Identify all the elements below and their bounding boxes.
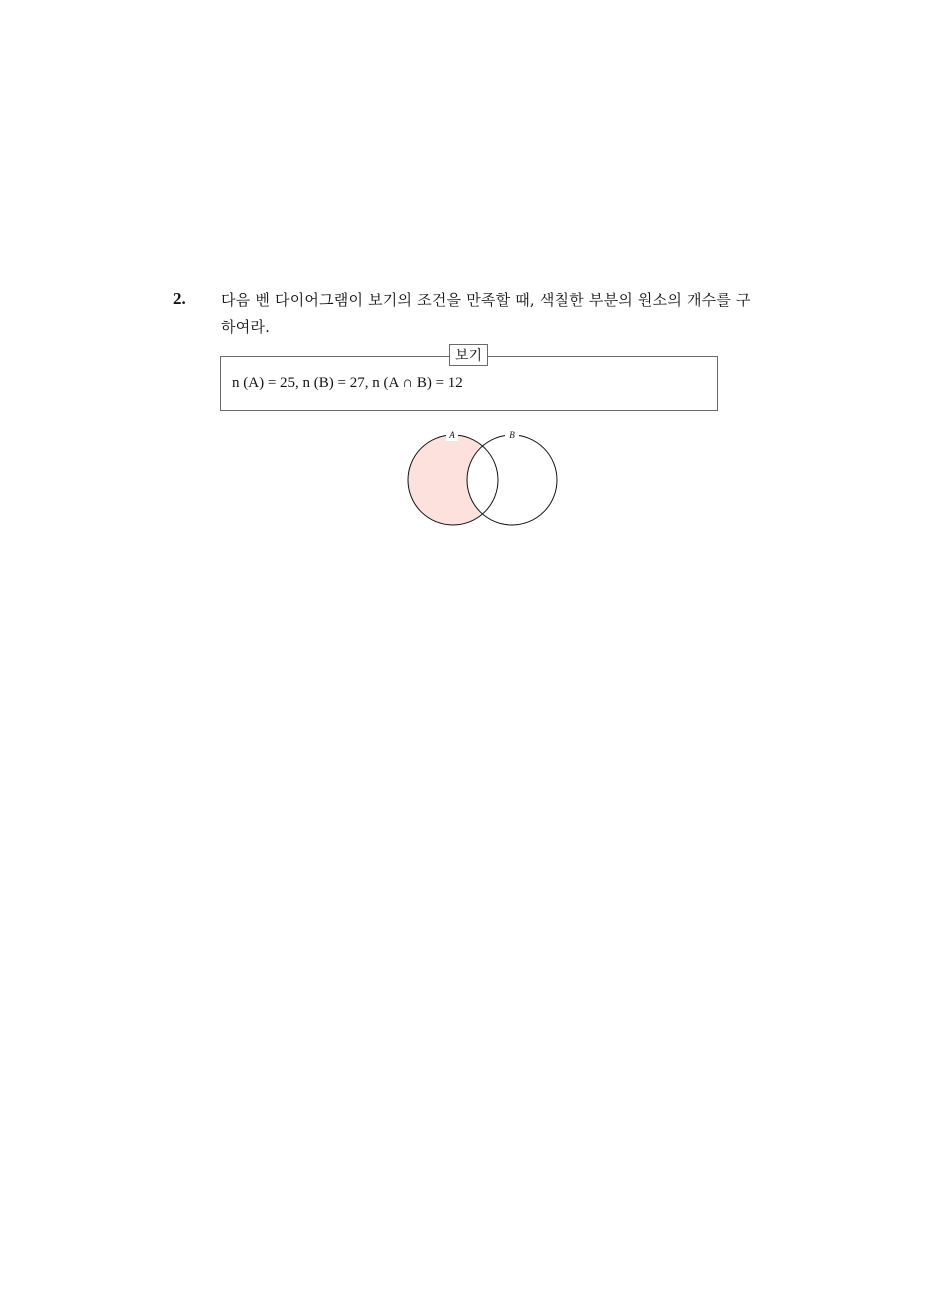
condition-box-label: 보기 xyxy=(449,344,488,366)
problem-text: 다음 벤 다이어그램이 보기의 조건을 만족할 때, 색칠한 부분의 원소의 개수를 구하여라. xyxy=(221,291,751,336)
venn-diagram xyxy=(400,425,570,535)
set-a-label: A xyxy=(449,430,455,440)
condition-text: n (A) = 25, n (B) = 27, n (A ∩ B) = 12 xyxy=(232,375,463,391)
set-b-label: B xyxy=(509,430,515,440)
problem-number: 2. xyxy=(173,289,186,308)
set-b-circle xyxy=(467,435,557,525)
